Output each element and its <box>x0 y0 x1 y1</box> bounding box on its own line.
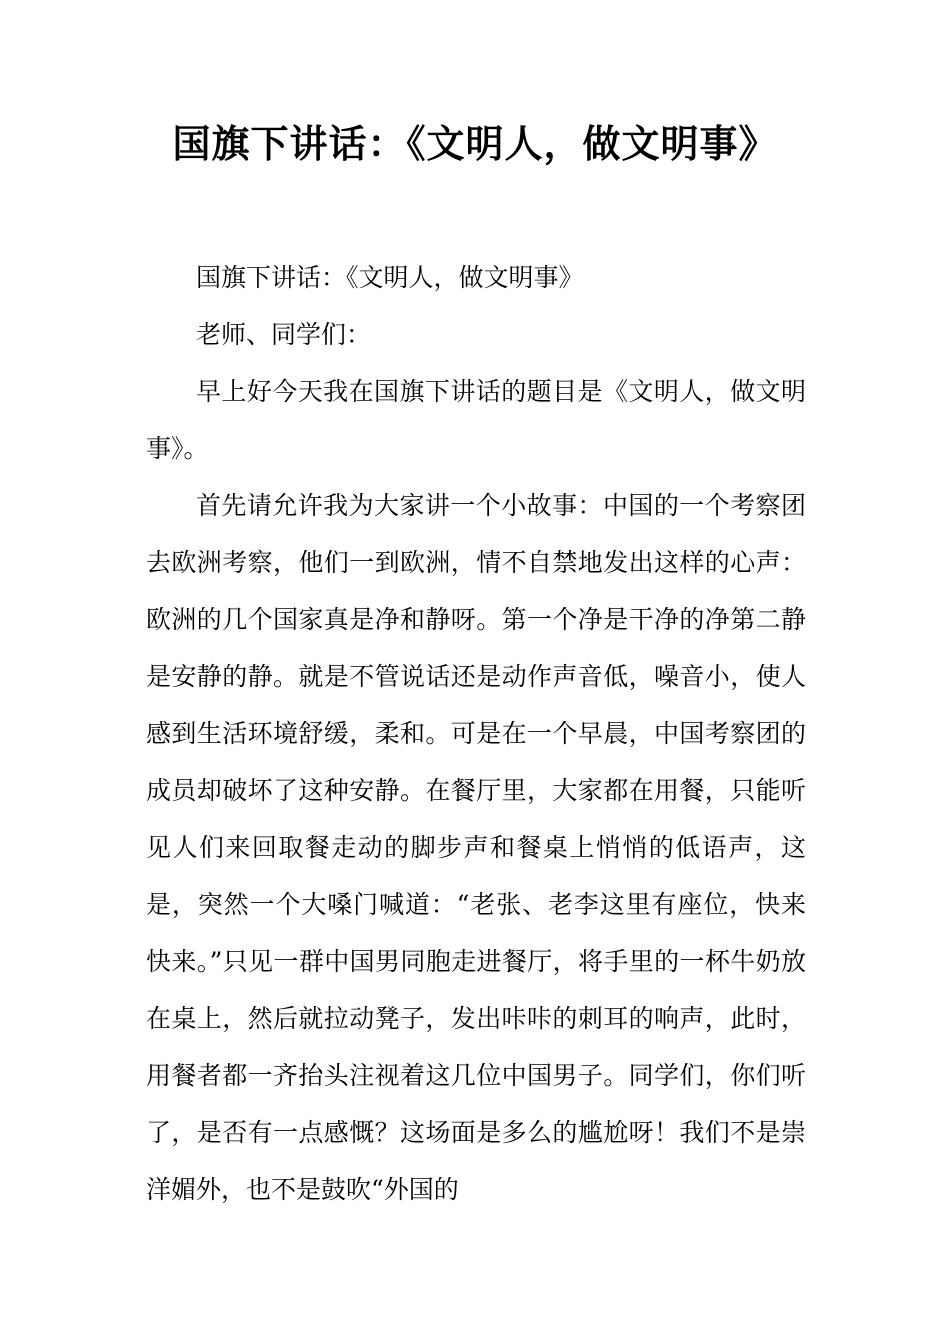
paragraph-subtitle: 国旗下讲话：《文明人，做文明事》 <box>196 263 584 292</box>
paragraph-greeting: 早上好今天我在国旗下讲话的题目是《文明人，做文明事》。 <box>146 377 806 463</box>
paragraph-salutation: 老师、同学们： <box>196 320 372 349</box>
document-body <box>146 249 806 1218</box>
document-title: 国旗下讲话：《文明人，做文明事》 <box>172 121 778 166</box>
paragraph-story: 首先请允许我为大家讲一个小故事：中国的一个考察团去欧洲考察，他们一到欧洲，情不自禁地发出这样的心声：欧洲的几个国家真是净和静呀。第一个净是干净的净第二静是安静的静。就是不管说话还是动作声音低，噪音小，使人感到生活环境舒缓，柔和。可是在一个早晨，中国考察团的成员却破坏了这种安静。在餐厅里，大家都在用餐，只能听见人们来回取餐走动的脚步声和餐桌上悄悄的低语声，这是，突然一个大嗓门喊道：“老张、老李这里有座位，快来快来。”只见一群中国男同胞走进餐厅，将手里的一杯牛奶放在桌上，然后就拉动凳子，发出咔咔的刺耳的响声，此时，用餐者都一齐抬头注视着这几位中国男子。同学们，你们听了，是否有一点感慨？这场面是多么的尴尬呀！我们不是崇洋媚外，也不是鼓吹“外国的 <box>146 491 806 1204</box>
